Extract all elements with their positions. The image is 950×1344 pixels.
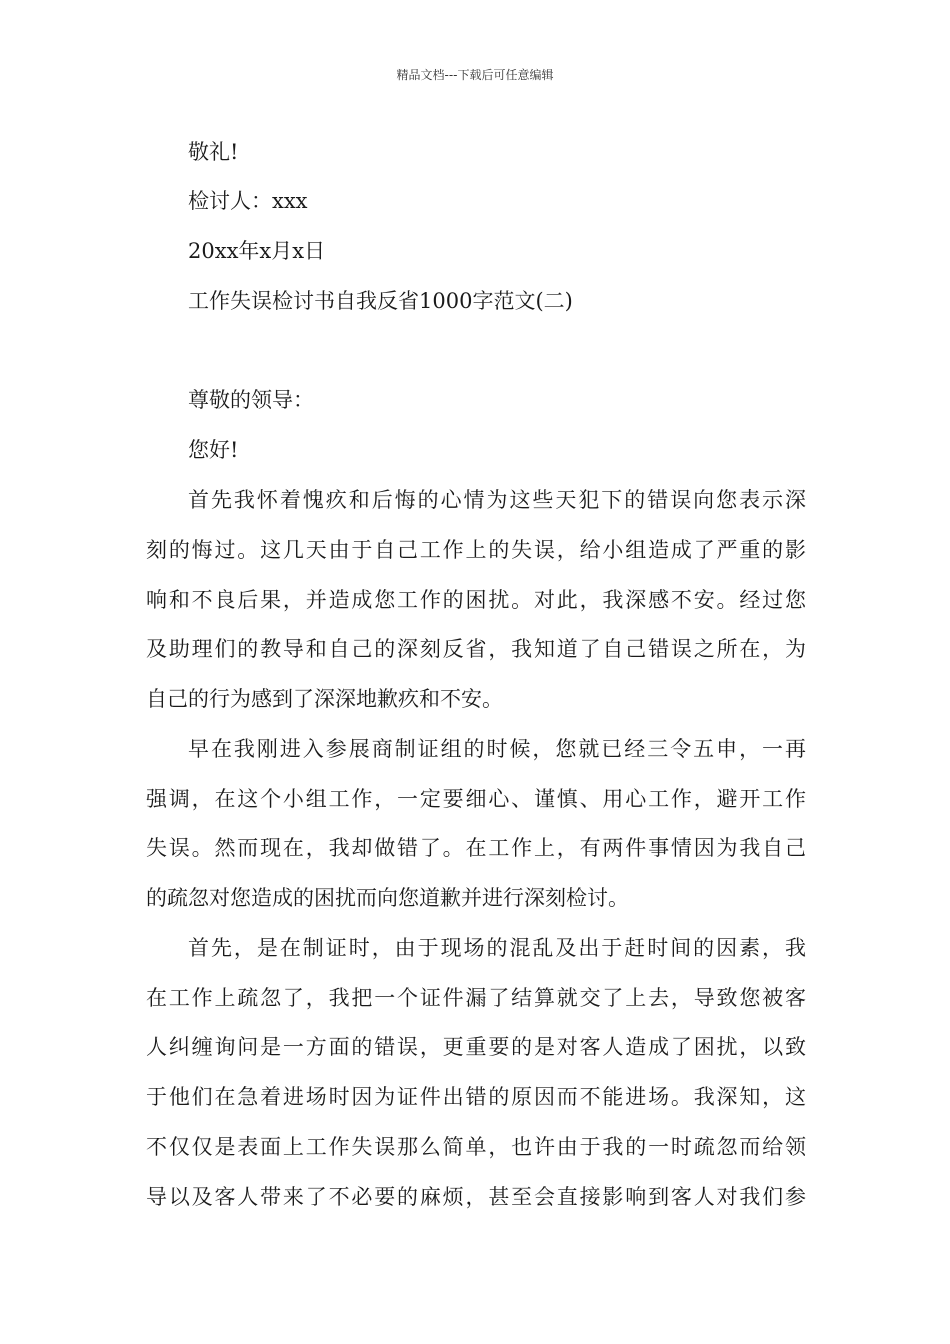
paragraph-3-line-6: 导以及客人带来了不必要的麻烦，甚至会直接影响到客人对我们参 bbox=[146, 1185, 806, 1209]
paragraph-3-line-2: 在工作上疏忽了，我把一个证件漏了结算就交了上去，导致您被客 bbox=[146, 986, 806, 1010]
paragraph-2-line-2: 强调，在这个小组工作，一定要细心、谨慎、用心工作，避开工作 bbox=[146, 787, 806, 811]
date-line: 20xx年x月x日 bbox=[188, 239, 326, 263]
page-header: 精品文档---下载后可任意编辑 bbox=[396, 68, 554, 82]
salutation: 尊敬的领导： bbox=[188, 388, 314, 412]
section-title: 工作失误检讨书自我反省1000字范文(二) bbox=[188, 289, 573, 313]
closing-salute: 敬礼! bbox=[188, 140, 239, 164]
paragraph-2-line-1: 早在我刚进入参展商制证组的时候，您就已经三令五申，一再 bbox=[188, 737, 806, 761]
greeting: 您好! bbox=[188, 438, 239, 462]
paragraph-3-line-1: 首先，是在制证时，由于现场的混乱及出于赶时间的因素，我 bbox=[188, 936, 806, 960]
paragraph-3-line-3: 人纠缠询问是一方面的错误，更重要的是对客人造成了困扰，以致 bbox=[146, 1035, 806, 1059]
signer-line: 检讨人：xxx bbox=[188, 189, 308, 213]
paragraph-3-line-4: 于他们在急着进场时因为证件出错的原因而不能进场。我深知，这 bbox=[146, 1085, 806, 1109]
paragraph-1-line-1: 首先我怀着愧疚和后悔的心情为这些天犯下的错误向您表示深 bbox=[188, 488, 806, 512]
paragraph-1-line-4: 及助理们的教导和自己的深刻反省，我知道了自己错误之所在，为 bbox=[146, 637, 806, 661]
paragraph-2-line-3: 失误。然而现在，我却做错了。在工作上，有两件事情因为我自己 bbox=[146, 836, 806, 860]
paragraph-1-line-3: 响和不良后果，并造成您工作的困扰。对此，我深感不安。经过您 bbox=[146, 588, 806, 612]
paragraph-1-line-2: 刻的悔过。这几天由于自己工作上的失误，给小组造成了严重的影 bbox=[146, 538, 806, 562]
paragraph-3-line-5: 不仅仅是表面上工作失误那么简单，也许由于我的一时疏忽而给领 bbox=[146, 1135, 806, 1159]
paragraph-2-line-4: 的疏忽对您造成的困扰而向您道歉并进行深刻检讨。 bbox=[146, 886, 629, 910]
paragraph-1-line-5: 自己的行为感到了深深地歉疚和不安。 bbox=[146, 687, 503, 711]
